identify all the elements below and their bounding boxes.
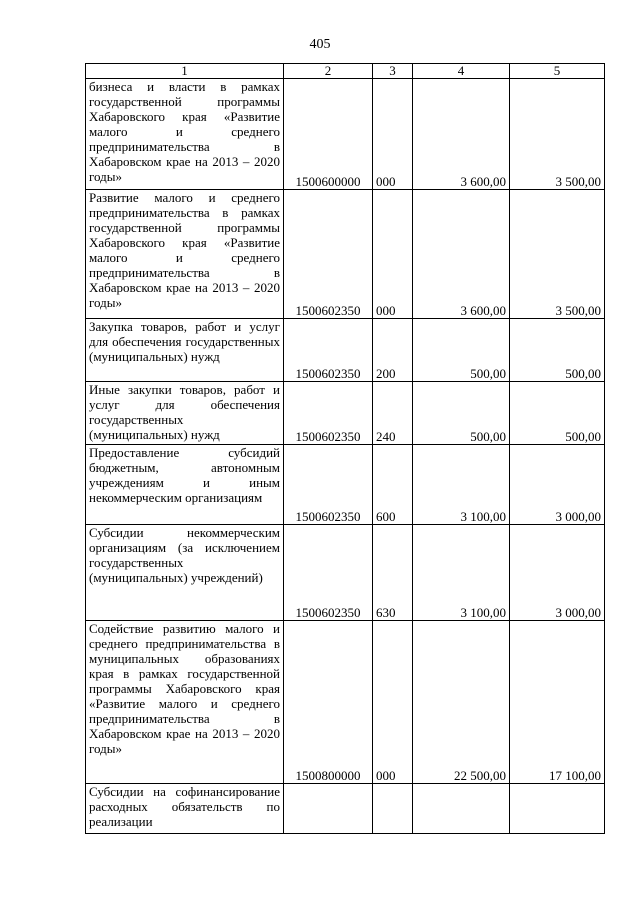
row-expense-type: 000 — [373, 79, 413, 190]
table-header-row — [86, 64, 605, 79]
row-expense-type: 600 — [373, 445, 413, 525]
row-sum-1: 3 100,00 — [413, 525, 510, 621]
row-sum-1: 22 500,00 — [413, 621, 510, 784]
row-expense-type: 240 — [373, 382, 413, 445]
table-row — [86, 445, 605, 525]
row-code: 1500602350 — [284, 382, 373, 445]
row-code: 1500602350 — [284, 445, 373, 525]
row-expense-type — [373, 784, 413, 834]
row-description: Закупка товаров, работ и услуг для обеспечения государственных (муниципальных) нужд — [86, 319, 284, 382]
table-row — [86, 190, 605, 319]
row-description: Развитие малого и среднего предпринимательства в рамках государственной программы Хабаровского края «Развитие малого и среднего предпринимательства в Хабаровском крае на 2013 – 2020 годы» — [86, 190, 284, 319]
column-header-5: 5 — [510, 64, 605, 79]
row-description: Иные закупки товаров, работ и услуг для обеспечения государственных (муниципальных) нужд — [86, 382, 284, 445]
budget-table — [85, 63, 605, 834]
row-sum-1: 3 600,00 — [413, 190, 510, 319]
row-sum-1 — [413, 784, 510, 834]
row-sum-2 — [510, 784, 605, 834]
column-header-3: 3 — [373, 64, 413, 79]
table-row — [86, 784, 605, 834]
row-sum-2: 3 500,00 — [510, 79, 605, 190]
row-code: 1500800000 — [284, 621, 373, 784]
page-number: 405 — [309, 37, 331, 52]
table-row — [86, 525, 605, 621]
row-code: 1500600000 — [284, 79, 373, 190]
row-sum-1: 500,00 — [413, 319, 510, 382]
column-header-1: 1 — [86, 64, 284, 79]
row-expense-type: 630 — [373, 525, 413, 621]
row-sum-1: 500,00 — [413, 382, 510, 445]
row-sum-1: 3 600,00 — [413, 79, 510, 190]
row-sum-2: 17 100,00 — [510, 621, 605, 784]
table-row — [86, 79, 605, 190]
row-description: Содействие развитию малого и среднего предпринимательства в муниципальных образованиях края в рамках государственной программы Хабаровского края «Развитие малого и среднего предпринимательства в Хабаровском крае на 2013 – 2020 годы» — [86, 621, 284, 784]
table-row — [86, 319, 605, 382]
row-sum-2: 500,00 — [510, 319, 605, 382]
row-sum-1: 3 100,00 — [413, 445, 510, 525]
row-description: Субсидии некоммерческим организациям (за исключением государственных (муниципальных) учреждений) — [86, 525, 284, 621]
row-expense-type: 000 — [373, 621, 413, 784]
row-description: Предоставление субсидий бюджетным, автономным учреждениям и иным некоммерческим организациям — [86, 445, 284, 525]
column-header-4: 4 — [413, 64, 510, 79]
row-code: 1500602350 — [284, 319, 373, 382]
table-row — [86, 621, 605, 784]
row-expense-type: 000 — [373, 190, 413, 319]
row-sum-2: 3 500,00 — [510, 190, 605, 319]
row-code: 1500602350 — [284, 190, 373, 319]
row-description: Субсидии на софинансирование расходных обязательств по реализации — [86, 784, 284, 834]
row-sum-2: 3 000,00 — [510, 445, 605, 525]
row-description: бизнеса и власти в рамках государственной программы Хабаровского края «Развитие малого и среднего предпринимательства в Хабаровском крае на 2013 – 2020 годы» — [86, 79, 284, 190]
row-sum-2: 500,00 — [510, 382, 605, 445]
row-sum-2: 3 000,00 — [510, 525, 605, 621]
table-row — [86, 382, 605, 445]
column-header-2: 2 — [284, 64, 373, 79]
row-expense-type: 200 — [373, 319, 413, 382]
row-code: 1500602350 — [284, 525, 373, 621]
row-code — [284, 784, 373, 834]
